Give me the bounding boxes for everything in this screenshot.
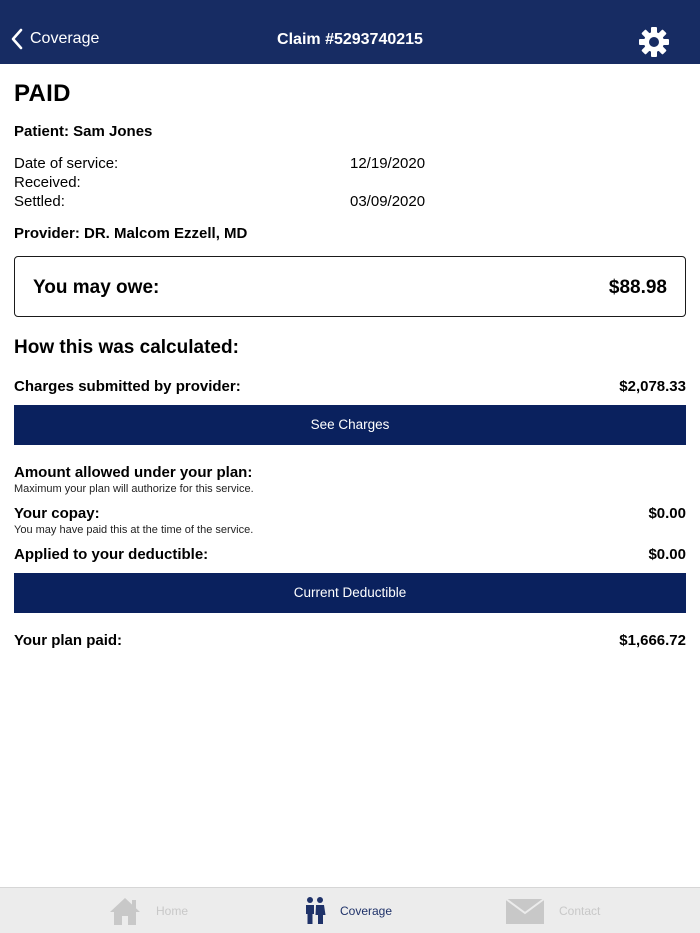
allowed-description: Maximum your plan will authorize for this service. — [14, 483, 254, 495]
amount-owed-box — [14, 256, 686, 317]
amount-owed-value: $88.98 — [608, 277, 667, 298]
copay-label: Your copay: — [14, 505, 100, 522]
charges-value: $2,078.33 — [619, 378, 686, 395]
tab-contact-label: Contact — [559, 904, 601, 918]
claim-status: PAID — [14, 80, 71, 107]
copay-value: $0.00 — [648, 505, 686, 522]
provider-name: Provider: DR. Malcom Ezzell, MD — [14, 225, 248, 242]
current-deductible-button[interactable]: Current Deductible — [14, 573, 686, 613]
copay-description: You may have paid this at the time of the service. — [14, 524, 254, 536]
tab-coverage-label: Coverage — [340, 904, 393, 918]
plan-paid-value: $1,666.72 — [619, 632, 686, 649]
tab-home-label: Home — [156, 904, 189, 918]
gear-icon[interactable] — [638, 26, 670, 58]
deductible-value: $0.00 — [648, 546, 686, 563]
home-icon — [108, 896, 142, 926]
page-title: Claim #5293740215 — [277, 31, 423, 48]
back-button-label: Coverage — [30, 30, 100, 47]
tab-home[interactable] — [108, 888, 188, 933]
bottom-tab-bar — [0, 887, 700, 933]
settled-label: Settled: — [14, 193, 65, 210]
deductible-label: Applied to your deductible: — [14, 546, 209, 563]
received-label: Received: — [14, 174, 81, 191]
tab-coverage[interactable] — [304, 888, 392, 933]
plan-paid-label: Your plan paid: — [14, 632, 123, 649]
patient-name: Patient: Sam Jones — [14, 123, 153, 140]
date-of-service-value: 12/19/2020 — [350, 155, 426, 172]
settled-value: 03/09/2020 — [350, 193, 426, 210]
date-of-service-label: Date of service: — [14, 155, 119, 172]
envelope-icon — [505, 897, 545, 925]
top-nav-bar — [0, 0, 700, 64]
amount-owed-label: You may owe: — [33, 277, 160, 298]
allowed-label: Amount allowed under your plan: — [14, 464, 253, 481]
calculation-heading: How this was calculated: — [14, 337, 239, 358]
family-icon — [304, 896, 326, 926]
tab-contact[interactable] — [505, 888, 600, 933]
see-charges-button[interactable]: See Charges — [14, 405, 686, 445]
charges-label: Charges submitted by provider: — [14, 378, 241, 395]
